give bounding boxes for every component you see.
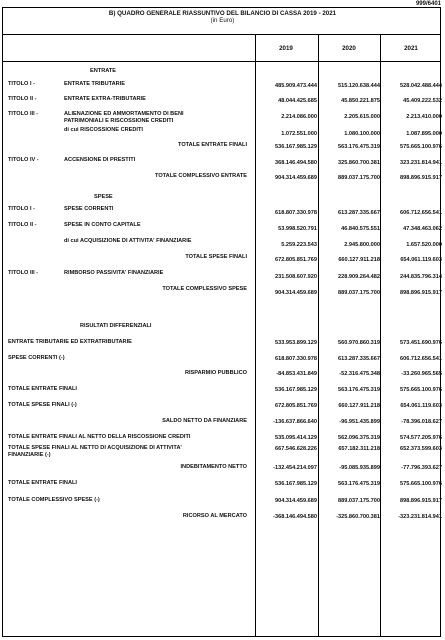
header-bottom-rule: [2, 61, 441, 62]
section-heading-spese: SPESE: [94, 194, 113, 200]
table-row-totale-entrate-finali-2: TOTALE ENTRATE FINALI 536.167.985.129 563.176.475.319 575.665.100.976: [8, 386, 442, 393]
page-subtitle: (in Euro): [210, 17, 235, 24]
table-row-titolo-3-entrate: TITOLO III - ALIENAZIONE ED AMMORTAMENTO DI BENI PATRIMONIALI E RISCOSSIONE CREDITI 2.214.086.000 2.205.615.000 2.213.410.000: [8, 111, 442, 124]
page-number: 999/6401: [415, 1, 441, 7]
table-row-indebitamento-netto: INDEBITAMENTO NETTO -132.454.214.097 -95.085.935.899 -77.796.393.627: [180, 464, 442, 471]
table-row-risparmio-pubblico: RISPARMIO PUBBLICO -84.853.431.849 -52.316.475.348 -33.260.965.565: [184, 370, 442, 377]
column-header-2021: 2021: [404, 45, 418, 52]
table-row-totale-spese-finali: TOTALE SPESE FINALI 672.805.851.769 660.127.911.218 654.061.119.603: [185, 254, 442, 263]
table-row-riscossione-crediti: di cui RISCOSSIONE CREDITI 1.072.551.000 1.080.100.000 1.087.895.000: [64, 127, 442, 137]
table-row-totale-complessivo-entrate: TOTALE COMPLESSIVO ENTRATE 904.314.459.689 889.037.175.700 898.896.915.917: [155, 173, 442, 181]
column-header-2019: 2019: [279, 45, 293, 52]
table-row-ricorso-mercato: RICORSO AL MERCATO -368.146.494.580 -325.860.700.381 -323.231.814.941: [182, 513, 442, 520]
table-row-titolo-2-spese: TITOLO II - SPESE IN CONTO CAPITALE 53.998.520.791 46.840.575.551 47.348.463.062: [8, 222, 442, 232]
page-title: B) QUADRO GENERALE RIASSUNTIVO DEL BILANCIO DI CASSA 2019 - 2021: [108, 10, 337, 17]
table-row-entrate-tributarie-extratributarie: ENTRATE TRIBUTARIE ED EXTRATRIBUTARIE 533.953.899.129 560.970.860.319 573.451.690.976: [8, 339, 442, 346]
table-row-spese-correnti-meno: SPESE CORRENTI (-) 618.807.330.978 613.287.335.667 606.712.656.541: [8, 355, 442, 362]
table-row-saldo-netto: SALDO NETTO DA FINANZIARE -136.637.866.640 -96.951.435.899 -78.396.018.627: [162, 418, 442, 425]
table-row-totale-spese-finali-meno: TOTALE SPESE FINALI (-) 672.805.851.769 660.127.911.218 654.061.119.603: [8, 402, 442, 409]
table-row-entrate-netto-riscossione: TOTALE ENTRATE FINALI AL NETTO DELLA RISCOSSIONE CREDITI 535.095.414.129 562.096.375.319 574.577.205.976: [8, 434, 442, 441]
table-row-totale-entrate-finali: TOTALE ENTRATE FINALI 536.167.985.129 563.176.475.319 575.665.100.976: [178, 142, 442, 150]
table-row-titolo-2-entrate: TITOLO II - ENTRATE EXTRA-TRIBUTARIE 48.044.425.685 45.850.221.875 45.409.222.532: [8, 96, 442, 104]
table-row-spese-netto-acquisizione: TOTALE SPESE FINALI AL NETTO DI ACQUISIZIONE DI ATTIVITA' FINANZIARIE (-) 667.546.628.226 657.182.311.218 652.373.599.603: [8, 445, 442, 458]
table-row-totale-entrate-finali-3: TOTALE ENTRATE FINALI 536.167.985.129 563.176.475.319 575.665.100.976: [8, 480, 442, 487]
table-row-titolo-1-entrate: TITOLO I - ENTRATE TRIBUTARIE 485.909.473.444 515.120.638.444 528.042.488.444: [8, 81, 442, 89]
section-heading-risultati: RISULTATI DIFFERENZIALI: [80, 323, 152, 329]
table-row-titolo-4-entrate: TITOLO IV - ACCENSIONE DI PRESTITI 368.146.494.580 325.860.700.381 323.231.814.941: [8, 157, 442, 166]
column-header-2020: 2020: [342, 45, 356, 52]
header-top-rule: [2, 34, 441, 35]
table-row-acquisizione-attivita: di cui ACQUISIZIONE DI ATTIVITA' FINANZIARIE 5.259.223.543 2.945.800.000 1.657.520.000: [64, 238, 442, 248]
table-row-totale-complessivo-spese-meno: TOTALE COMPLESSIVO SPESE (-) 904.314.459.689 889.037.175.700 898.896.915.917: [8, 497, 442, 504]
section-heading-entrate: ENTRATE: [90, 68, 116, 74]
table-row-totale-complessivo-spese: TOTALE COMPLESSIVO SPESE 904.314.459.689 889.037.175.700 898.896.915.917: [162, 286, 442, 296]
table-row-titolo-1-spese: TITOLO I - SPESE CORRENTI 618.807.330.978 613.287.335.667 606.712.656.541: [8, 206, 442, 216]
table-row-titolo-3-spese: TITOLO III - RIMBORSO PASSIVITA' FINANZIARIE 231.508.607.920 228.909.264.482 244.835.796.314: [8, 270, 442, 280]
